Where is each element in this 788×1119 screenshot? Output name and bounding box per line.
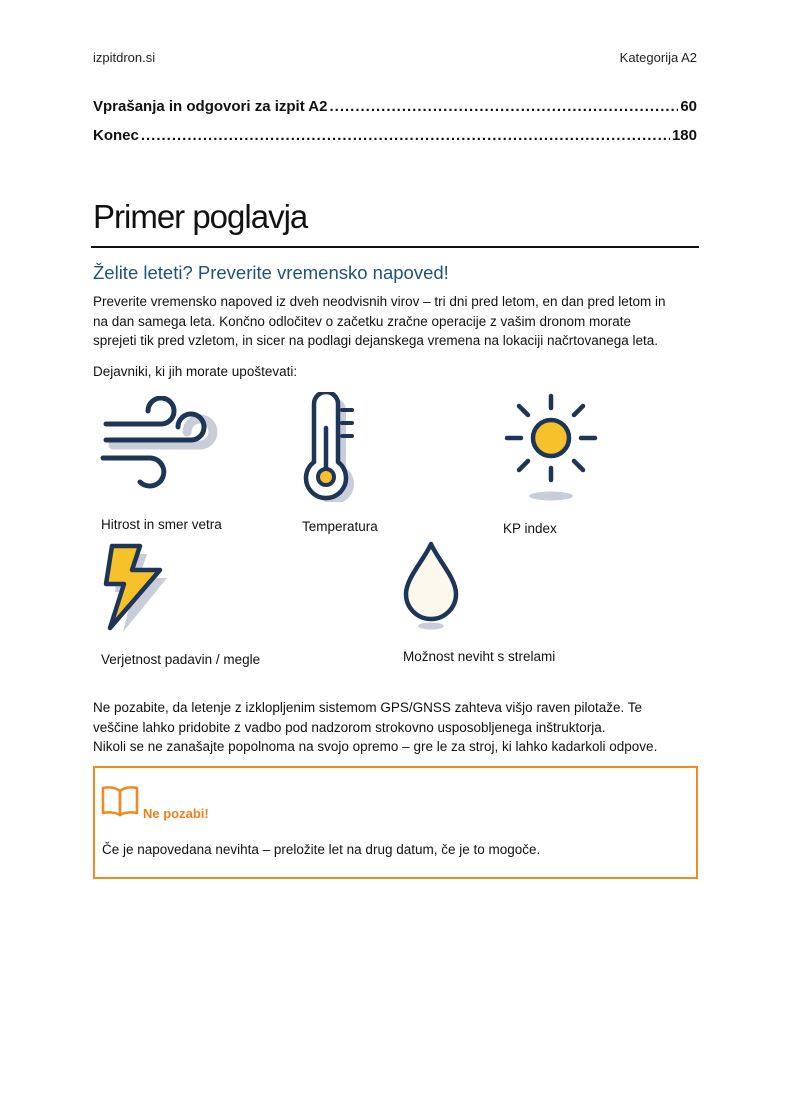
lightning-icon — [98, 540, 174, 634]
toc-entry-title: Vprašanja in odgovori za izpit A2 — [93, 98, 328, 115]
water-drop-icon — [398, 538, 464, 632]
wind-icon — [98, 396, 228, 496]
closing-line: Nikoli se ne zanašajte popolnoma na svojo opremo – gre le za stroj, ki lahko kadarkoli odpove. — [93, 739, 658, 754]
section-title: Želite leteti? Preverite vremensko napoved! — [93, 262, 449, 283]
open-book-icon — [101, 784, 139, 818]
sun-icon — [500, 390, 602, 502]
factor-label: Hitrost in smer vetra — [101, 517, 222, 532]
toc-leader-dots — [141, 127, 670, 144]
factors-label: Dejavniki, ki jih morate upoštevati: — [93, 364, 298, 379]
intro-paragraph — [93, 292, 703, 351]
chapter-divider — [91, 246, 699, 248]
intro-line: Preverite vremensko napoved iz dveh neodvisnih virov – tri dni pred letom, en dan pred letom in — [93, 294, 666, 309]
factor-label: Možnost neviht s strelami — [403, 649, 556, 664]
toc-entry[interactable] — [93, 98, 697, 115]
reminder-note-box — [93, 766, 698, 879]
thermometer-icon — [296, 392, 366, 502]
intro-line: sprejeti tik pred vzletom, in sicer na podlagi dejanskega vremena na lokaciji načrtovanega leta. — [93, 333, 659, 348]
toc-entry-title: Konec — [93, 127, 139, 144]
toc-leader-dots — [330, 98, 679, 115]
closing-line: Ne pozabite, da letenje z izklopljenim sistemom GPS/GNSS zahteva višjo raven pilotaže. Te — [93, 700, 643, 715]
header-site: izpitdron.si — [93, 50, 156, 65]
note-text: Če je napovedana nevihta – preložite let na drug datum, če je to mogoče. — [102, 842, 541, 857]
closing-paragraph — [93, 698, 703, 757]
closing-line: veščine lahko pridobite z vadbo pod nadzorom strokovno usposobljenega inštruktorja. — [93, 719, 606, 735]
factor-label: Verjetnost padavin / megle — [101, 652, 261, 667]
toc-entry-page: 180 — [671, 127, 697, 144]
factor-label: Temperatura — [302, 519, 378, 534]
intro-line: na dan samega leta. Končno odločitev o začetku zračne operacije z vašim dronom morate — [93, 313, 632, 329]
note-title: Ne pozabi! — [143, 806, 209, 821]
toc-entry-page: 60 — [680, 98, 697, 115]
factor-label: KP index — [503, 521, 557, 536]
header-category: Kategorija A2 — [619, 50, 697, 65]
toc-entry[interactable] — [93, 127, 697, 144]
chapter-title: Primer poglavja — [93, 198, 308, 235]
